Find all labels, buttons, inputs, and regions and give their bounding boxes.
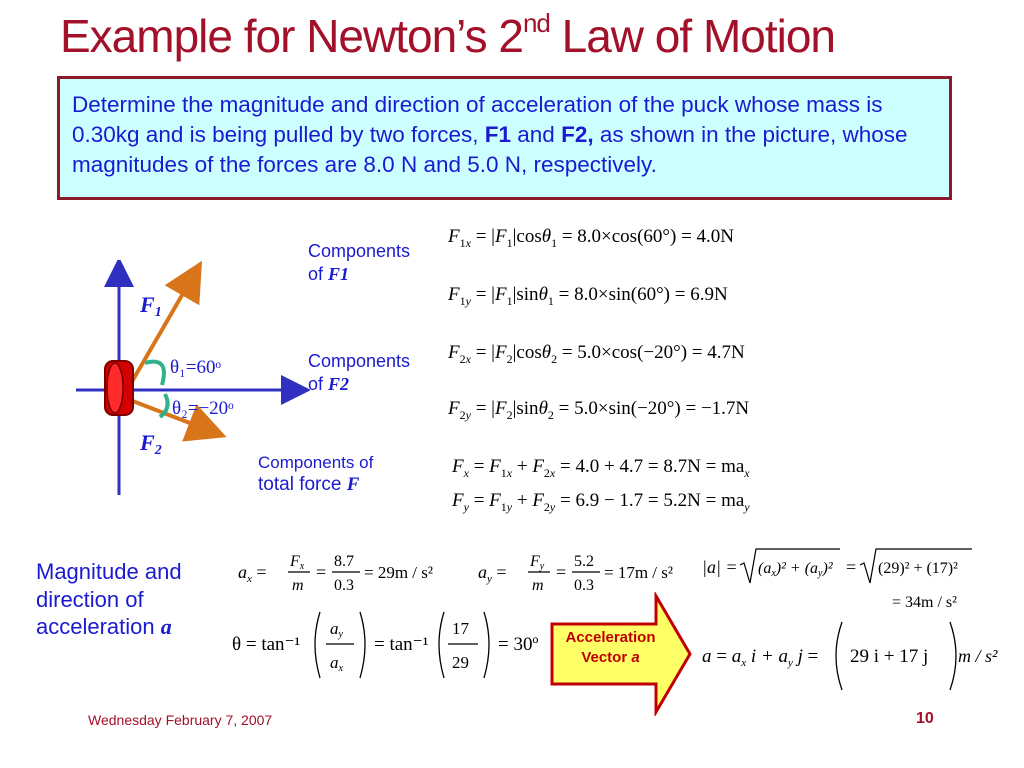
theta2-label: θ₂=−20ᵒ [172, 398, 234, 419]
title-sup: nd [522, 8, 550, 38]
svg-text:= 30º: = 30º [498, 634, 539, 655]
eq-fx: $F_x = F_{1x} + F_{2x} = 4.0 + 4.7 = 8.7N = ma_x$ [452, 456, 750, 480]
title-main: Example for Newton’s 2 [60, 10, 523, 62]
svg-text:5.2: 5.2 [574, 553, 594, 570]
svg-text:(ax)² + (ay)²: (ax)² + (ay)² [758, 560, 833, 579]
svg-text:a = ax i + ay j =: $a = a_x$ $i + a_y$ j = [702, 646, 819, 669]
theta1-label: θ₁=60ᵒ [170, 357, 221, 378]
svg-text:ax: ax [330, 653, 343, 674]
eq-fy: $F_y = F_{1y} + F_{2y} = 6.9 - 1.7 = 5.2N = ma_y$ [452, 490, 750, 514]
eq-f1y: $F_{1y} = |F_1|\sin\theta_1 = 8.0\times\sin(60^\circ) = 6.9N$ [448, 284, 728, 308]
svg-text:=: = [556, 562, 567, 582]
problem-f1: F1 [484, 122, 512, 147]
theta1-arc [145, 362, 164, 385]
svg-text:Fx: Fx [290, 553, 305, 572]
svg-text:= 34m / s²: = 34m / s² [892, 594, 957, 611]
svg-text:|a| =: |a| = [702, 557, 738, 577]
title-end: Law of Motion [549, 10, 836, 62]
eq-vector [700, 616, 1010, 694]
problem-box [57, 76, 952, 200]
svg-text:= 29m / s²: = 29m / s² [364, 563, 433, 582]
svg-text:θ = tan⁻¹: θ = tan⁻¹ [232, 634, 301, 655]
svg-text:ay =: $a_y$ = [478, 562, 507, 585]
eq-theta [232, 604, 562, 684]
puck-face [107, 363, 123, 413]
svg-text:m: m [292, 577, 304, 594]
page-number: 10 [916, 710, 934, 727]
label-total-force: Components of total force F [258, 453, 374, 496]
problem-text-1: Determine the magnitude and direction of acceleration of the puck whose mass is 0.30kg and is being pulled by two forces, [72, 92, 883, 147]
svg-text:= tan⁻¹: = tan⁻¹ [374, 634, 429, 655]
label-components-f2: Components of F2 [308, 351, 411, 394]
problem-text-2: as shown in the picture, whose magnitudes of the forces are 8.0 N and 5.0 N, respectively. [72, 122, 908, 177]
f2-label: F2 [140, 430, 162, 458]
svg-text:17: 17 [452, 619, 469, 638]
svg-text:0.3: 0.3 [574, 577, 594, 594]
eq-f2y: $F_{2y} = |F_2|\sin\theta_2 = 5.0\times\sin(-20^\circ) = -1.7N$ [448, 398, 750, 422]
slide-title [60, 8, 835, 63]
footer-date: Wednesday February 7, 2007 [88, 712, 273, 728]
acceleration-vector-label: Acceleration Vector a [565, 629, 656, 666]
svg-text:29 i + 17 j: 29 i + 17 j [850, 646, 929, 667]
svg-text:=: = [846, 557, 857, 577]
eq-f2x: $F_{2x} = |F_2|\cos\theta_2 = 5.0\times\cos(-20^\circ) = 4.7N$ [448, 342, 745, 366]
f1-label: F1 [140, 292, 162, 320]
svg-text:=: = [316, 562, 327, 582]
eq-magnitude [700, 543, 980, 613]
svg-text:Fy: Fy [530, 553, 545, 572]
eq-f1x: $F_{1x} = |F_1|\cos\theta_1 = 8.0\times\cos(60^\circ) = 4.0N$ [448, 226, 735, 250]
svg-text:= 17m / s²: = 17m / s² [604, 563, 673, 582]
svg-text:m: m [532, 577, 544, 594]
eq-ay [478, 548, 708, 596]
eq-ax [238, 548, 468, 596]
label-magnitude-direction: Magnitude and direction of acceleration a [36, 559, 182, 639]
svg-text:m / s²: m / s² [958, 646, 998, 666]
label-components-f1: Components of F1 [308, 241, 411, 284]
svg-text:0.3: 0.3 [334, 577, 354, 594]
svg-text:8.7: 8.7 [334, 553, 354, 570]
problem-f2: F2, [561, 122, 594, 147]
svg-text:29: 29 [452, 653, 469, 672]
svg-text:ay: ay [330, 619, 343, 640]
svg-text:(29)² + (17)²: (29)² + (17)² [878, 560, 958, 577]
svg-text:ax =: $a_x$ = [238, 562, 267, 585]
problem-and: and [511, 122, 562, 147]
